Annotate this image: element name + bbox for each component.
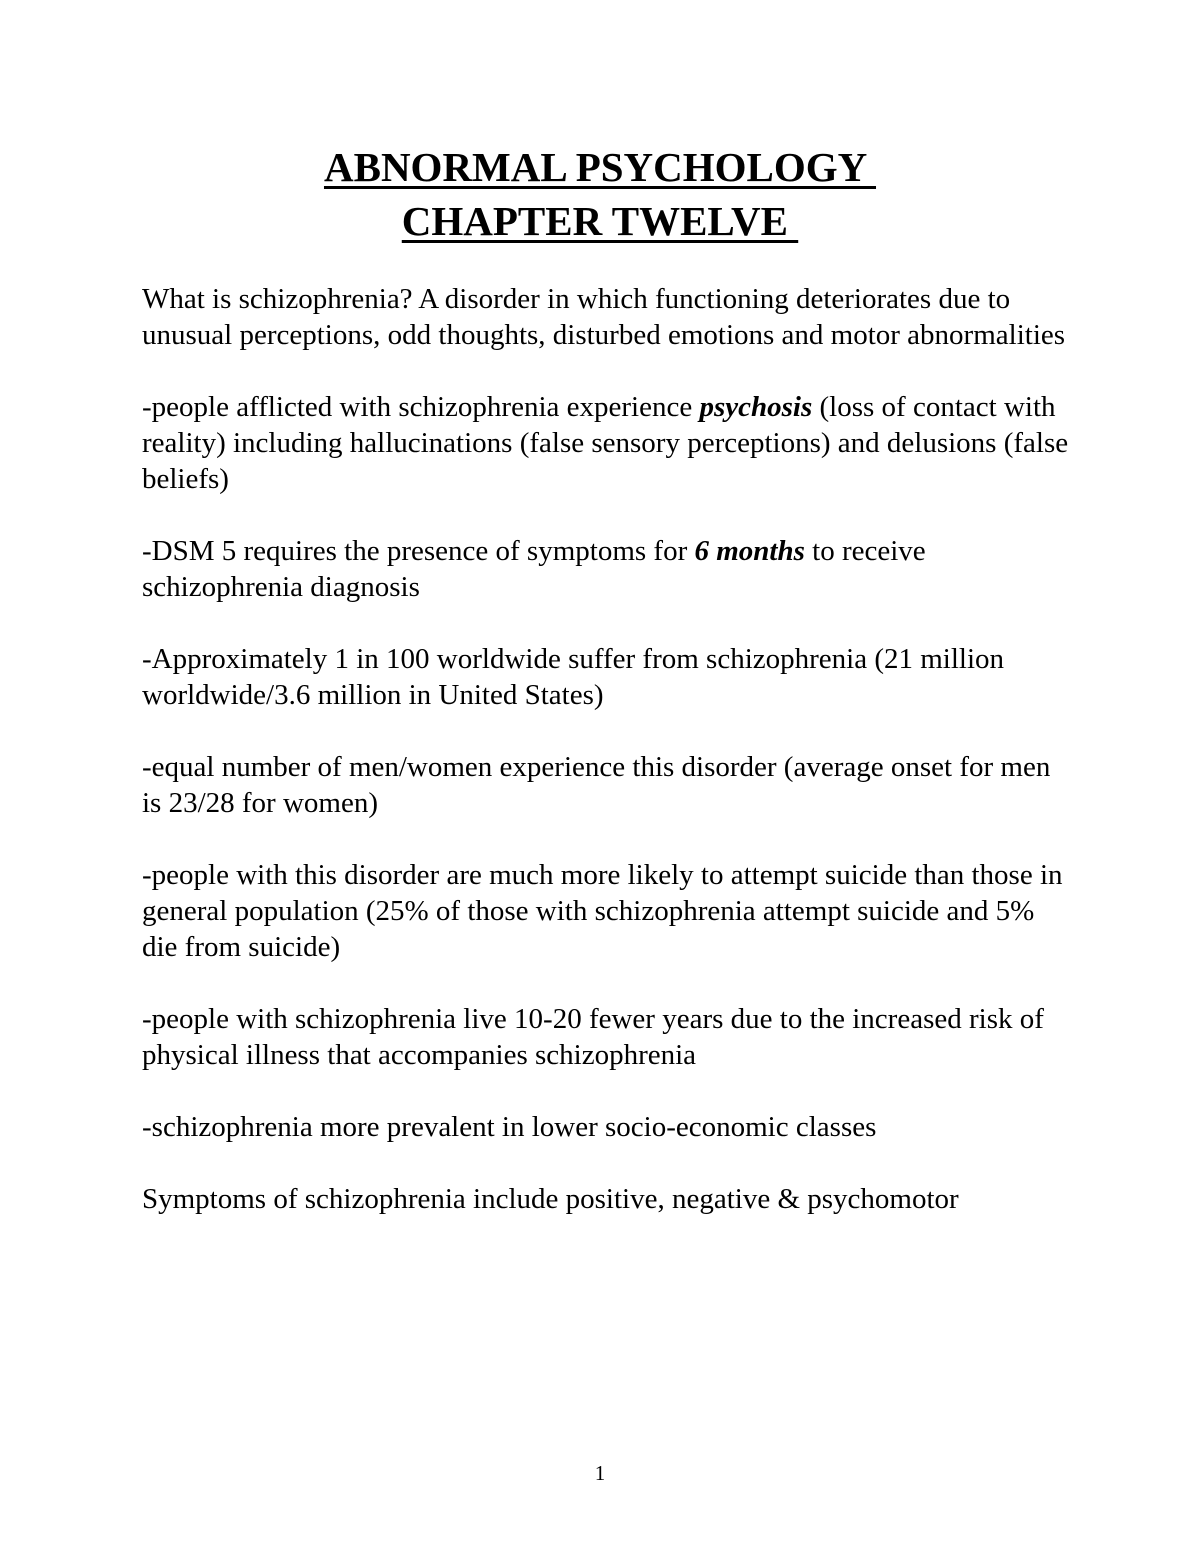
title-line-2 — [0, 194, 1200, 248]
paragraph-life-expectancy: -people with schizophrenia live 10-20 fewer years due to the increased risk of physical illness that accompanies schizophrenia — [142, 1003, 1044, 1071]
paragraph-dsm-text-after: to receive schizophrenia diagnosis — [142, 535, 926, 603]
paragraph-psychosis — [142, 389, 1072, 497]
paragraph-definition: What is schizophrenia? A disorder in which functioning deteriorates due to unusual perceptions, odd thoughts, disturbed emotions and motor abnormalities — [142, 283, 1066, 351]
page-number: 1 — [594, 1461, 606, 1485]
paragraph-dsm — [142, 533, 1072, 605]
paragraph-symptoms: Symptoms of schizophrenia include positive, negative & psychomotor — [142, 1183, 959, 1215]
emphasis-psychosis: psychosis — [699, 391, 813, 423]
paragraph-psychosis-text-after: (loss of contact with reality) including hallucinations (false sensory perceptions) and delusions (false beliefs) — [142, 391, 1069, 495]
paragraph-psychosis-text-before: -people afflicted with schizophrenia experience — [142, 391, 700, 423]
title-line-1 — [0, 140, 1200, 194]
paragraph-suicide: -people with this disorder are much more likely to attempt suicide than those in general population (25% of those with schizophrenia attempt suicide and 5% die from suicide) — [142, 859, 1063, 963]
title-text-1: ABNORMAL PSYCHOLOGY — [323, 144, 877, 190]
document-body — [142, 281, 1072, 1253]
title-text-2: CHAPTER TWELVE — [401, 198, 799, 244]
document-title — [0, 140, 1200, 248]
paragraph-dsm-text-before: -DSM 5 requires the presence of symptoms for — [142, 535, 695, 567]
paragraph-prevalence: -Approximately 1 in 100 worldwide suffer from schizophrenia (21 million worldwide/3.6 million in United States) — [142, 643, 1005, 711]
emphasis-duration: 6 months — [694, 535, 805, 567]
paragraph-socioeconomic: -schizophrenia more prevalent in lower socio-economic classes — [142, 1111, 877, 1143]
paragraph-gender-onset: -equal number of men/women experience this disorder (average onset for men is 23/28 for women) — [142, 751, 1051, 819]
